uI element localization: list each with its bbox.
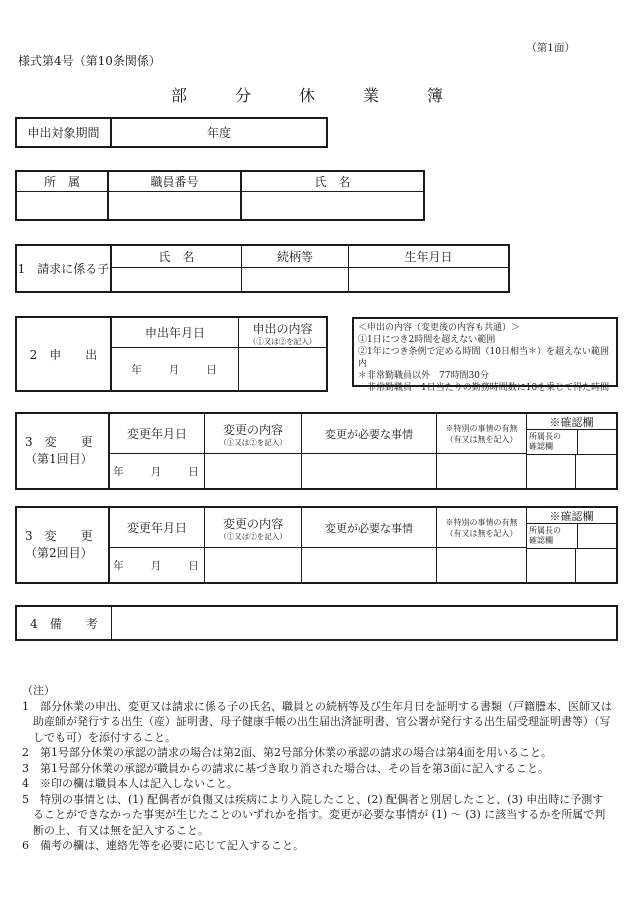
application-content-header-text: 申出の内容 <box>252 321 313 336</box>
note-item-5: 5 特別の事情とは、(1) 配偶者が負傷又は疾病により入院したこと、(2) 配偶者と別居したこと、(3) 申出時に予測することができなかった事実が生じたことのいずれかを指す。変更が必要な事情が (1) ～ (3) に該当するかを所属で判断の上、有又は無を記入すること。 <box>22 792 606 837</box>
change1-label-line2: （第1回目） <box>25 452 93 466</box>
info-line: ①1日につき2時間を超えない範囲 <box>358 335 496 345</box>
change1-content-subheader: （①又は②を記入） <box>219 437 287 447</box>
application-info-box <box>352 317 618 393</box>
confirm-sub-line1: 所属長の <box>529 432 561 441</box>
change1-date-header: 変更年月日 <box>110 414 204 454</box>
change1-special-field[interactable] <box>437 454 526 488</box>
change1-reason-field[interactable] <box>302 454 436 488</box>
change-table-1 <box>15 412 618 490</box>
period-label: 申出対象期間 <box>17 119 112 146</box>
child-section-label: 1 請求に係る子 <box>17 246 112 291</box>
change2-confirm-field[interactable] <box>576 549 616 582</box>
remarks-section-label: 4 備 考 <box>17 607 112 639</box>
child-relationship-field[interactable] <box>242 268 348 291</box>
child-birthdate-field[interactable] <box>349 268 508 291</box>
change2-reason-header: 変更が必要な事情 <box>302 508 436 548</box>
period-value-field[interactable]: 年度 <box>206 126 231 140</box>
info-line: 非常勤職員 1日当たりの勤務時間数に10を乗じて得た時間 <box>358 383 610 393</box>
notes-heading: （注） <box>22 684 55 697</box>
change1-supervisor-confirm-label <box>527 430 578 454</box>
change2-label-line1: 3 変 更 <box>25 529 93 543</box>
child-name-field[interactable] <box>112 268 241 291</box>
change2-label-line2: （第2回目） <box>25 546 93 560</box>
employee-number-header: 職員番号 <box>109 172 240 192</box>
change-table-2 <box>15 506 618 584</box>
change2-supervisor-confirm-field[interactable] <box>527 549 576 582</box>
change2-content-field[interactable] <box>205 548 301 582</box>
change2-special-header <box>437 508 526 548</box>
change1-special-header-line1: ※特別の事情の有無 <box>445 423 518 433</box>
change2-special-header-line2: （有又は無を記入） <box>445 528 518 538</box>
change2-section-label <box>17 508 110 582</box>
application-table <box>15 316 328 392</box>
change1-section-label <box>17 414 110 488</box>
change1-reason-header: 変更が必要な事情 <box>302 414 436 454</box>
change2-reason-field[interactable] <box>302 548 436 582</box>
remarks-table <box>15 605 618 641</box>
change2-content-subheader: （①又は②を記入） <box>219 531 287 541</box>
note-item-1: 1 部分休業の申出、変更又は請求に係る子の氏名、職員との続柄等及び生年月日を証明する書類（戸籍謄本、医師又は助産師が発行する出生（産）証明書、母子健康手帳の出生届出済証明書、官公署が発行する出生届受理証明書等）（写しでも可）を添付すること。 <box>22 699 612 744</box>
affiliation-field[interactable] <box>17 192 107 219</box>
change1-content-field[interactable] <box>205 454 301 488</box>
page-title: 部 分 休 業 簿 <box>170 86 459 105</box>
employee-name-header: 氏 名 <box>242 172 423 192</box>
change2-confirm-extra-cell[interactable] <box>578 524 616 548</box>
change1-confirm-extra-cell[interactable] <box>578 430 616 454</box>
change2-content-header-text: 変更の内容 <box>222 516 283 531</box>
confirm-sub-line2: 確認欄 <box>529 442 553 451</box>
change1-supervisor-confirm-field[interactable] <box>527 455 576 488</box>
change2-special-header-line1: ※特別の事情の有無 <box>445 517 518 527</box>
application-section-label: 2 申 出 <box>17 318 112 390</box>
change1-confirm-field[interactable] <box>576 455 616 488</box>
child-table <box>15 244 510 293</box>
remarks-field[interactable] <box>112 607 616 639</box>
page-number-label: （第1面） <box>526 42 575 54</box>
employee-number-field[interactable] <box>109 192 240 219</box>
affiliation-header: 所 属 <box>17 172 107 192</box>
employee-name-field[interactable] <box>242 192 423 219</box>
period-table <box>15 117 328 148</box>
change2-date-header: 変更年月日 <box>110 508 204 548</box>
note-item-4: 4 ※印の欄は職員本人は記入しないこと。 <box>22 777 238 790</box>
application-content-header <box>239 318 326 348</box>
change2-content-header <box>205 508 301 548</box>
child-name-header: 氏 名 <box>112 246 241 268</box>
change1-date-field[interactable]: 年 月 日 <box>113 465 201 478</box>
notes-section <box>22 683 614 854</box>
employee-table <box>15 170 425 221</box>
change2-special-field[interactable] <box>437 548 526 582</box>
child-relationship-header: 続柄等 <box>242 246 348 268</box>
application-content-subheader: （①又は②を記入） <box>248 336 317 346</box>
confirm-sub-line2: 確認欄 <box>529 536 553 545</box>
note-item-6: 6 備考の欄は、連絡先等を必要に応じて記入すること。 <box>22 839 304 852</box>
note-item-2: 2 第1号部分休業の承認の請求の場合は第2面、第2号部分休業の承認の請求の場合は第4面を用いること。 <box>22 746 552 759</box>
change1-label-line1: 3 変 更 <box>25 435 93 449</box>
application-date-header: 申出年月日 <box>112 318 238 348</box>
info-line: ＊非常勤職員以外 77時間30分 <box>358 371 489 381</box>
change1-special-header <box>437 414 526 454</box>
change2-confirm-header: ※確認欄 <box>527 508 616 524</box>
change1-confirm-header: ※確認欄 <box>527 414 616 430</box>
info-line: ②1年につき条例で定める時間（10日相当＊）を超えない範囲内 <box>358 347 609 369</box>
info-line: ＜申出の内容（変更後の内容も共通）＞ <box>358 323 521 333</box>
change1-content-header-text: 変更の内容 <box>222 422 283 437</box>
child-birthdate-header: 生年月日 <box>349 246 508 268</box>
change1-content-header <box>205 414 301 454</box>
change2-date-field[interactable]: 年 月 日 <box>113 559 201 572</box>
application-content-field[interactable] <box>239 348 326 390</box>
note-item-3: 3 第1号部分休業の承認が職員からの請求に基づき取り消された場合は、その旨を第3面に記入すること。 <box>22 761 549 775</box>
confirm-sub-line1: 所属長の <box>529 526 561 535</box>
change2-supervisor-confirm-label <box>527 524 578 548</box>
change1-special-header-line2: （有又は無を記入） <box>445 434 518 444</box>
application-date-field[interactable]: 年 月 日 <box>131 363 219 376</box>
form-number-label: 様式第4号（第10条関係） <box>18 54 161 68</box>
